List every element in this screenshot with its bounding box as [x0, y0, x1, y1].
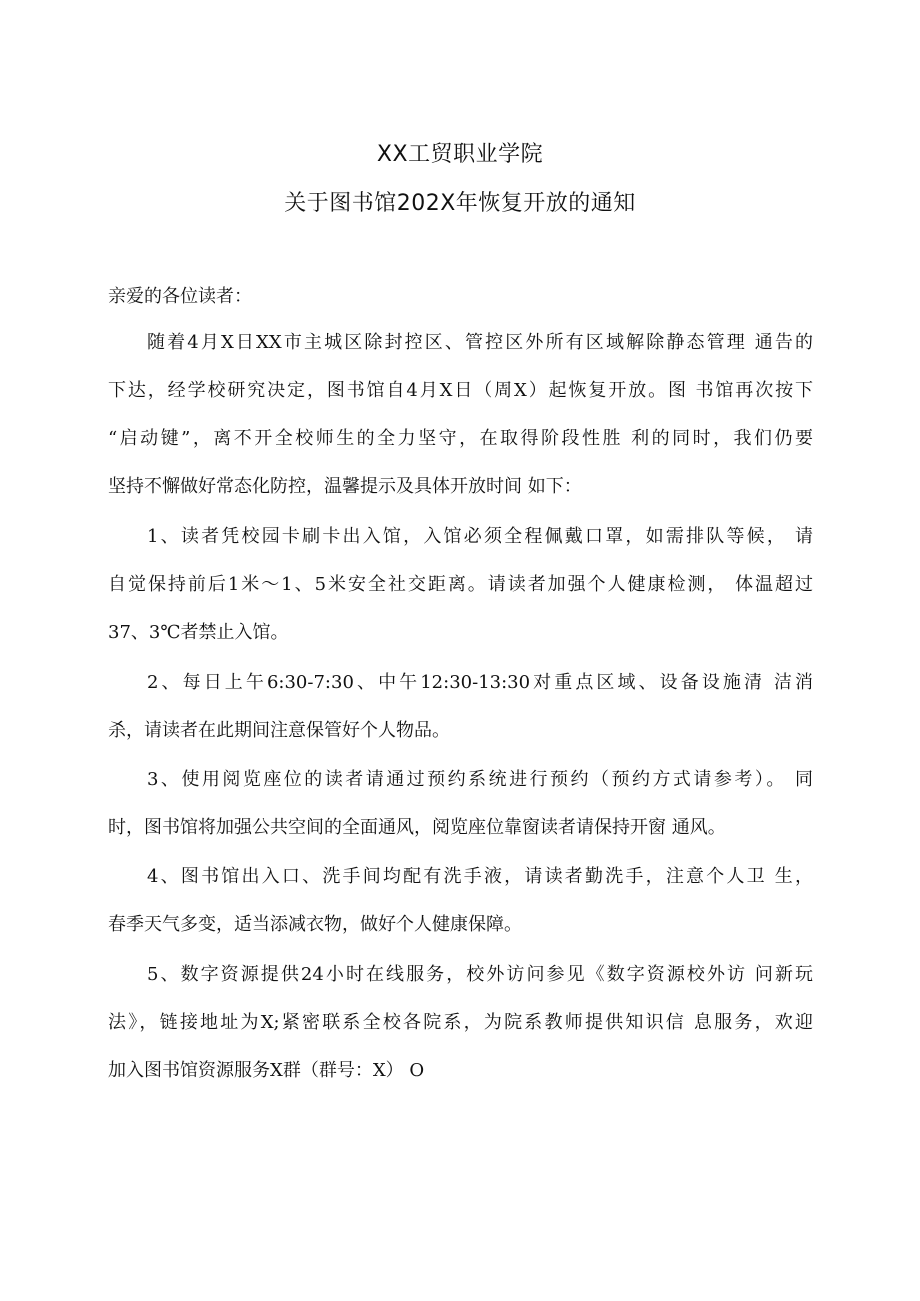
item-3-line: 3、使用阅览座位的读者请通过预约系统进行预约（预约方式请参考）。 同 — [147, 769, 813, 790]
item-1-line: 自觉保持前后1米〜1、5米安全社交距离。请读者加强个人健康检测， 体温超过 — [108, 574, 813, 595]
item-3-line: 时，图书馆将加强公共空间的全面通风，阅览座位靠窗读者请保持开窗 通风。 — [108, 817, 726, 838]
item-2-line: 杀，请读者在此期间注意保管好个人物品。 — [108, 720, 450, 741]
item-1-line: 1、读者凭校园卡刷卡出入馆，入馆必须全程佩戴口罩，如需排队等候， 请 — [147, 526, 813, 547]
paragraph-line: 坚持不懈做好常态化防控，温馨提示及具体开放时间 如下： — [108, 476, 582, 497]
item-4-line: 4、图书馆出入口、洗手间均配有洗手液，请读者勤洗手，注意个人卫 生， — [147, 866, 813, 887]
item-5-line: 5、数字资源提供24小时在线服务，校外访问参见《数字资源校外访 问新玩 — [147, 964, 813, 985]
notice-title: 关于图书馆202X年恢复开放的通知 — [284, 191, 636, 216]
item-5-line: 法》，链接地址为X;紧密联系全校各院系，为院系教师提供知识信 息服务，欢迎 — [108, 1012, 813, 1033]
paragraph-line: “启动键”，离不开全校师生的全力坚守，在取得阶段性胜 利的同时，我们仍要 — [108, 428, 813, 449]
item-1-line: 37、3℃者禁止入馆。 — [108, 622, 289, 643]
paragraph-line: 下达，经学校研究决定，图书馆自4月X日（周X）起恢复开放。图 书馆再次按下 — [108, 380, 813, 401]
item-4-line: 春季天气多变，适当添减衣物，做好个人健康保障。 — [108, 914, 522, 935]
school-name-title: XX工贸职业学院 — [376, 142, 544, 167]
item-5-line: 加入图书馆资源服务X群（群号：X） O — [108, 1060, 425, 1081]
salutation: 亲爱的各位读者： — [108, 286, 252, 307]
paragraph-line: 随着4月X日XX市主城区除封控区、管控区外所有区域解除静态管理 通告的 — [147, 332, 813, 353]
item-2-line: 2、每日上午6:30-7:30、中午12:30-13:30对重点区域、设备设施清 洁消 — [147, 672, 813, 693]
